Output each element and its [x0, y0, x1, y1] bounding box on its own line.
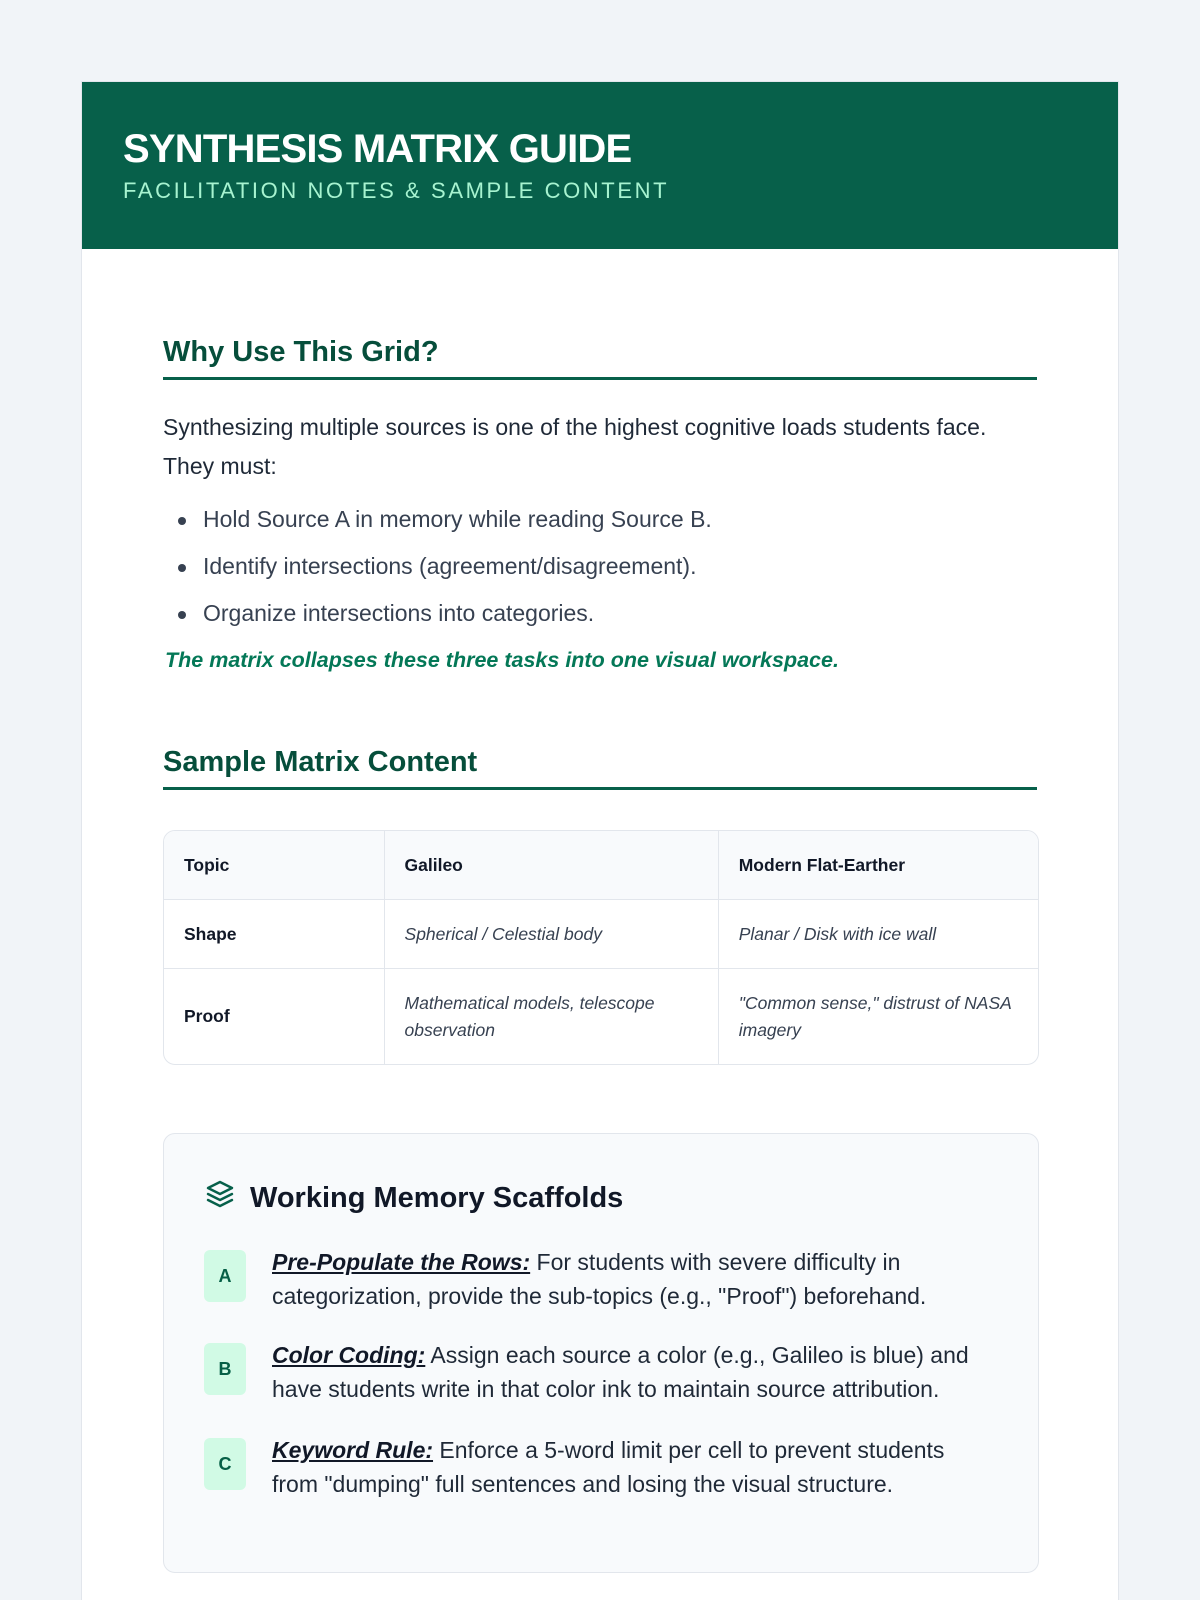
flat-earther-cell: "Common sense," distrust of NASA imagery [718, 969, 1038, 1064]
scaffold-description: Assign each source a color (e.g., Galileo is blue) and have students write in that color ink to maintain source attribution. [272, 1342, 969, 1402]
list-item: Organize intersections into categories. [163, 598, 1037, 629]
scaffold-badge: B [204, 1343, 246, 1395]
scaffold-description: For students with severe difficulty in categorization, provide the sub-topics (e.g., "Proof") beforehand. [272, 1249, 927, 1309]
section-heading-why: Why Use This Grid? [163, 335, 1037, 380]
section-heading-sample: Sample Matrix Content [163, 745, 1037, 790]
table-row [164, 968, 1038, 1064]
guide-header [82, 82, 1118, 249]
scaffold-text [272, 1246, 992, 1313]
sample-matrix-table [163, 830, 1039, 1065]
scaffold-text [272, 1339, 992, 1406]
scaffold-text [272, 1434, 992, 1501]
scaffold-badge: A [204, 1250, 246, 1302]
flat-earther-cell: Planar / Disk with ice wall [718, 900, 1038, 968]
list-item: Hold Source A in memory while reading Source B. [163, 504, 1037, 535]
row-topic-cell: Proof [184, 1006, 230, 1026]
column-header-topic: Topic [184, 854, 230, 875]
layers-icon [204, 1178, 250, 1218]
list-item: Identify intersections (agreement/disagreement). [163, 551, 1037, 582]
table-header-row [164, 831, 1038, 899]
column-header-flat-earther: Modern Flat-Earther [718, 831, 1038, 899]
page-title: SYNTHESIS MATRIX GUIDE [123, 127, 632, 171]
guide-card [81, 81, 1119, 1600]
task-list [163, 504, 1037, 629]
scaffolds-title: Working Memory Scaffolds [250, 1182, 624, 1214]
scaffolds-panel [163, 1133, 1039, 1573]
intro-paragraph: Synthesizing multiple sources is one of the highest cognitive loads students face. They must: [163, 414, 987, 479]
scaffold-item [204, 1246, 998, 1313]
scaffold-item [204, 1434, 998, 1501]
scaffold-item [204, 1339, 998, 1406]
scaffold-key: Pre-Populate the Rows: [272, 1249, 531, 1275]
page-subtitle: FACILITATION NOTES & SAMPLE CONTENT [123, 178, 670, 203]
callout-text: The matrix collapses these three tasks into one visual workspace. [165, 648, 839, 672]
scaffold-key: Keyword Rule: [272, 1437, 434, 1463]
galileo-cell: Spherical / Celestial body [384, 900, 718, 968]
table-row [164, 899, 1038, 968]
scaffolds-heading [204, 1178, 998, 1218]
guide-content [82, 335, 1118, 1573]
scaffold-badge: C [204, 1438, 246, 1490]
galileo-cell: Mathematical models, telescope observation [384, 969, 718, 1064]
scaffold-description: Enforce a 5-word limit per cell to prevent students from "dumping" full sentences and losing the visual structure. [272, 1437, 945, 1497]
row-topic-cell: Shape [184, 923, 237, 944]
scaffold-key: Color Coding: [272, 1342, 426, 1368]
column-header-galileo: Galileo [384, 831, 718, 899]
